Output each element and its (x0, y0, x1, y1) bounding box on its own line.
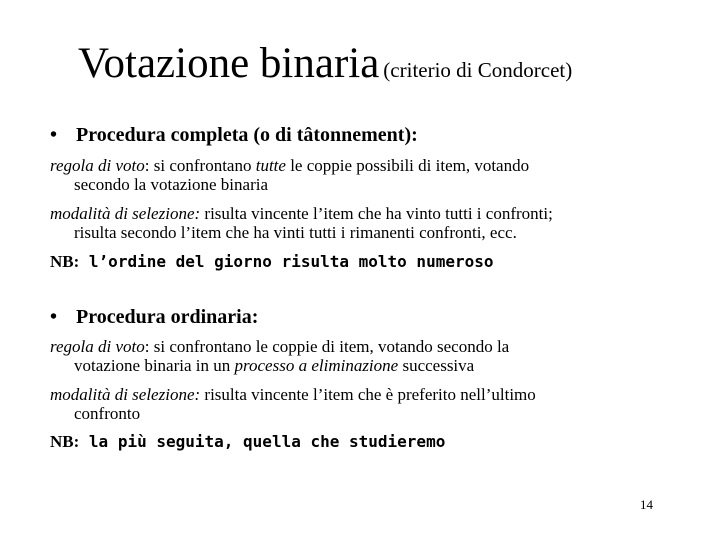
section2-nb (50, 432, 445, 452)
modalita-label: modalità di selezione: (50, 385, 201, 404)
section1-heading (50, 124, 418, 147)
regola-label: regola di voto (50, 156, 145, 175)
regola-emph: processo a eliminazione (234, 356, 399, 375)
section1-nb (50, 252, 494, 272)
modalita-label: modalità di selezione: (50, 204, 201, 223)
section2-modalita: modalità di selezione: risulta vincente l’item che è preferito nell’ultimo confronto (50, 385, 536, 423)
regola-emph: tutte (255, 156, 286, 175)
bullet-icon: • (50, 124, 58, 146)
section2-heading (50, 306, 258, 329)
section1-heading-text: Procedura completa (o di tâtonnement): (76, 124, 418, 146)
page-number: 14 (640, 497, 653, 512)
nb-label: NB: (50, 432, 80, 451)
section2-heading-text: Procedura ordinaria: (76, 306, 259, 328)
bullet-icon: • (50, 306, 58, 328)
title-main: Votazione binaria (78, 40, 380, 87)
title-subtitle: (criterio di Condorcet) (383, 58, 573, 82)
regola-label: regola di voto (50, 337, 145, 356)
slide-title (78, 42, 572, 85)
section1-modalita: modalità di selezione: risulta vincente l’item che ha vinto tutti i confronti; risulta secondo l’item che ha vinti tutti i rimanenti confronti, ecc. (50, 204, 553, 242)
section2-regola: regola di voto: si confrontano le coppie di item, votando secondo la votazione binaria in un processo a eliminazione successiva (50, 337, 510, 375)
nb-text: l’ordine del giorno risulta molto numeroso (79, 252, 494, 271)
nb-text: la più seguita, quella che studieremo (79, 432, 446, 451)
nb-label: NB: (50, 252, 80, 271)
section1-regola: regola di voto: si confrontano tutte le coppie possibili di item, votando secondo la votazione binaria (50, 156, 530, 194)
